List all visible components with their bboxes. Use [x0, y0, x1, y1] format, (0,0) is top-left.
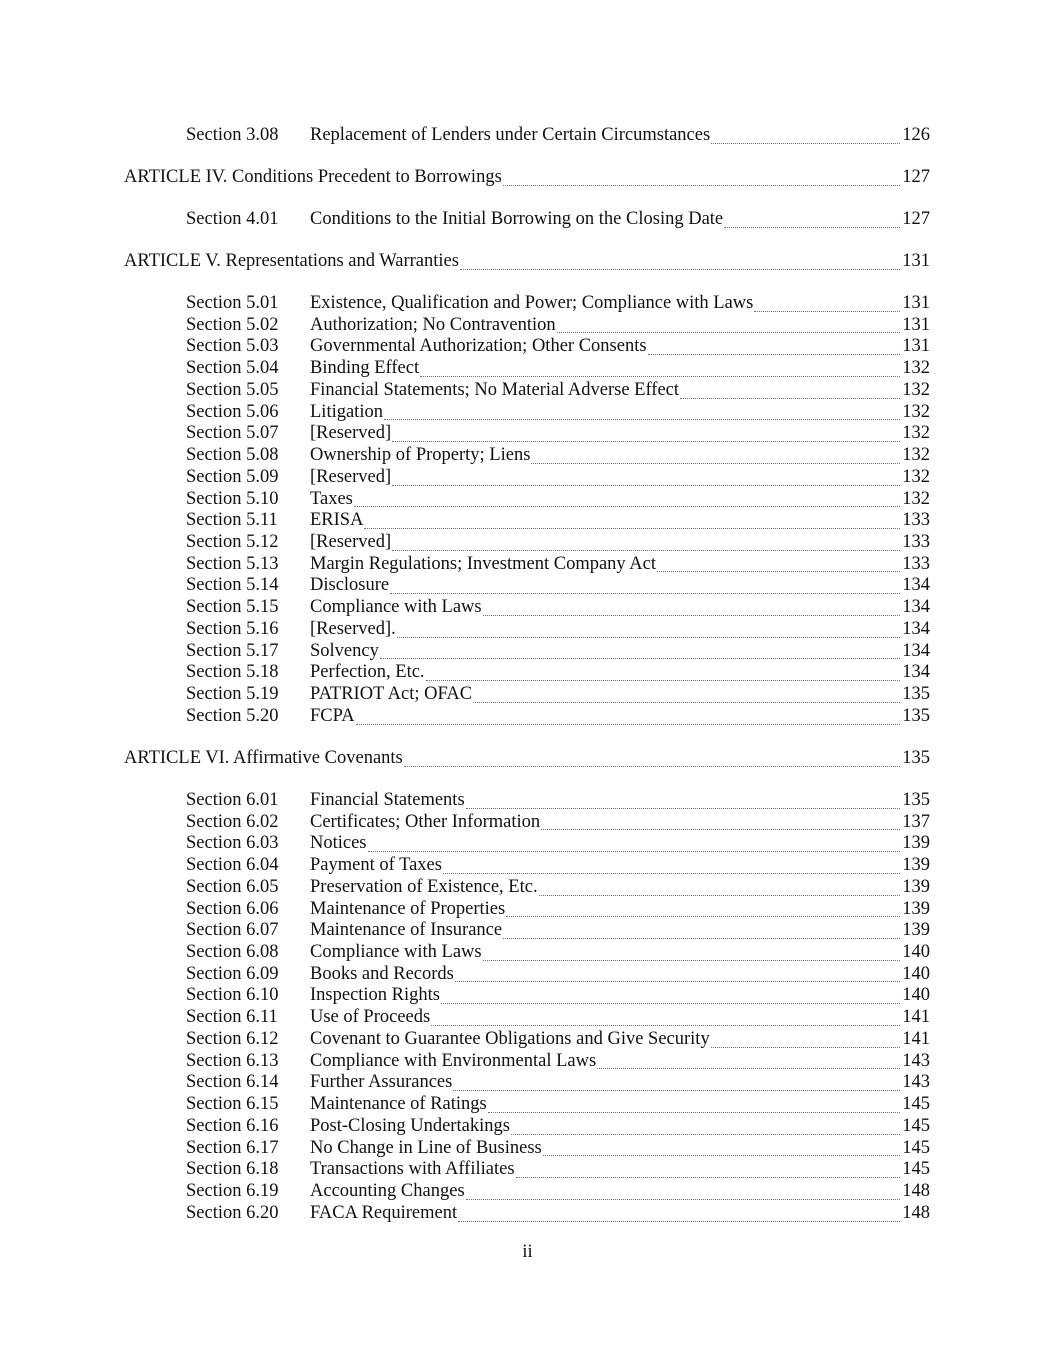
section-title: Perfection, Etc. [310, 662, 425, 683]
section-title: Existence, Qualification and Power; Compliance with Laws [310, 292, 754, 313]
section-title: Disclosure [310, 575, 390, 596]
section-title: No Change in Line of Business [310, 1137, 542, 1158]
dot-leader [354, 506, 900, 507]
dot-leader [404, 766, 901, 767]
toc-entry-section-6-07[interactable] [0, 920, 1055, 942]
section-number: Section 6.14 [186, 1072, 279, 1093]
dot-leader [754, 311, 900, 312]
section-title: Use of Proceeds [310, 1007, 431, 1028]
dot-leader [392, 485, 900, 486]
toc-entry-section-5-20[interactable] [0, 706, 1055, 728]
dot-leader [680, 398, 900, 399]
toc-entry-section-6-01[interactable] [0, 790, 1055, 812]
section-title: Transactions with Affiliates [310, 1159, 515, 1180]
section-number: Section 5.18 [186, 662, 279, 683]
dot-leader [458, 1221, 900, 1222]
page-number: 141 [902, 1028, 930, 1049]
page-number: 134 [902, 662, 930, 683]
page-number: 127 [902, 166, 930, 187]
page-number: 139 [902, 876, 930, 897]
section-title: Accounting Changes [310, 1181, 465, 1202]
dot-leader [506, 916, 900, 917]
section-number: Section 6.04 [186, 855, 279, 876]
section-number: Section 6.08 [186, 942, 279, 962]
section-title: Conditions to the Initial Borrowing on the Closing Date [310, 208, 724, 229]
section-number: Section 3.08 [186, 125, 279, 145]
toc-entry-section-6-10[interactable] [0, 985, 1055, 1007]
page-number: 135 [902, 789, 930, 810]
section-number: Section 5.13 [186, 553, 279, 574]
toc-entry-section-5-01[interactable] [0, 293, 1055, 315]
page-number: 135 [902, 684, 930, 705]
section-title: [Reserved] [310, 466, 392, 487]
section-title: Governmental Authorization; Other Consents [310, 336, 647, 357]
section-number: Section 5.10 [186, 488, 279, 509]
section-number: Section 5.16 [186, 618, 279, 639]
section-number: Section 5.09 [186, 466, 279, 487]
section-title: Further Assurances [310, 1072, 453, 1093]
page-number: 148 [902, 1181, 930, 1202]
page-number: 148 [902, 1202, 930, 1223]
section-title: Litigation [310, 401, 383, 422]
section-number: Section 5.07 [186, 423, 279, 444]
section-number: Section 6.13 [186, 1050, 279, 1071]
dot-leader [460, 269, 900, 270]
toc-entry-section-5-03[interactable] [0, 336, 1055, 358]
section-number: Section 6.20 [186, 1202, 279, 1223]
toc-entry-section-6-11[interactable] [0, 1007, 1055, 1029]
section-title: FACA Requirement [310, 1202, 458, 1223]
section-number: Section 6.18 [186, 1159, 279, 1180]
toc-entry-section-3-08[interactable] [0, 125, 1055, 147]
section-number: Section 6.12 [186, 1028, 279, 1049]
page-number: 131 [902, 314, 930, 335]
section-number: Section 6.09 [186, 963, 279, 984]
dot-leader [453, 1090, 900, 1091]
article-heading: ARTICLE VI. Affirmative Covenants [124, 747, 403, 768]
dot-leader [597, 1068, 900, 1069]
section-title: Compliance with Environmental Laws [310, 1050, 597, 1071]
toc-entry-section-5-15[interactable] [0, 597, 1055, 619]
page-number: 126 [902, 125, 930, 145]
dot-leader [466, 1199, 901, 1200]
dot-leader [426, 680, 901, 681]
section-title: Authorization; No Contravention [310, 314, 556, 335]
section-title: Binding Effect [310, 358, 420, 379]
section-number: Section 5.04 [186, 358, 279, 379]
section-number: Section 5.08 [186, 445, 279, 466]
section-number: Section 5.19 [186, 684, 279, 705]
dot-leader [648, 354, 901, 355]
section-title: Maintenance of Insurance [310, 920, 503, 941]
toc-article-v[interactable] [0, 251, 1055, 273]
toc-entry-section-6-18[interactable] [0, 1159, 1055, 1181]
section-number: Section 6.05 [186, 876, 279, 897]
dot-leader [443, 873, 900, 874]
dot-leader [397, 637, 900, 638]
section-number: Section 6.02 [186, 811, 279, 832]
dot-leader [503, 938, 900, 939]
page-number: 145 [902, 1094, 930, 1115]
page-number: 132 [902, 401, 930, 422]
section-number: Section 5.01 [186, 292, 279, 313]
toc-entry-section-5-05[interactable] [0, 380, 1055, 402]
section-number: Section 6.17 [186, 1137, 279, 1158]
toc-entry-section-5-12[interactable] [0, 532, 1055, 554]
toc-entry-section-6-17[interactable] [0, 1138, 1055, 1160]
toc-entry-section-6-12[interactable] [0, 1029, 1055, 1051]
dot-leader [431, 1025, 900, 1026]
dot-leader [503, 185, 900, 186]
page-number: 134 [902, 597, 930, 618]
dot-leader [488, 1112, 901, 1113]
section-number: Section 5.14 [186, 575, 279, 596]
table-of-contents [0, 125, 1055, 1225]
section-number: Section 5.12 [186, 532, 279, 553]
toc-entry-section-6-19[interactable] [0, 1181, 1055, 1203]
section-number: Section 5.03 [186, 336, 279, 357]
dot-leader [711, 1047, 901, 1048]
section-number: Section 5.20 [186, 705, 279, 726]
article-heading: ARTICLE IV. Conditions Precedent to Borrowings [124, 166, 502, 187]
page-number: 139 [902, 833, 930, 854]
toc-entry-section-6-09[interactable] [0, 964, 1055, 986]
page-number: 141 [902, 1007, 930, 1028]
page-number: 132 [902, 466, 930, 487]
page-number: 134 [902, 618, 930, 639]
dot-leader [539, 895, 901, 896]
page-number: 145 [902, 1159, 930, 1180]
dot-leader [483, 615, 901, 616]
toc-entry-section-5-09[interactable] [0, 467, 1055, 489]
toc-article-iv[interactable] [0, 167, 1055, 189]
section-number: Section 6.19 [186, 1181, 279, 1202]
section-number: Section 5.05 [186, 379, 279, 400]
dot-leader [543, 1155, 901, 1156]
toc-entry-section-6-06[interactable] [0, 899, 1055, 921]
toc-entry-section-6-03[interactable] [0, 833, 1055, 855]
toc-entry-section-5-17[interactable] [0, 641, 1055, 663]
toc-entry-section-6-08[interactable] [0, 942, 1055, 964]
section-title: Compliance with Laws [310, 942, 482, 962]
toc-entry-section-6-16[interactable] [0, 1116, 1055, 1138]
toc-entry-section-5-08[interactable] [0, 445, 1055, 467]
section-number: Section 6.03 [186, 833, 279, 854]
section-title: Preservation of Existence, Etc. [310, 876, 538, 897]
dot-leader [390, 593, 900, 594]
toc-entry-section-6-14[interactable] [0, 1072, 1055, 1094]
page-number: 134 [902, 575, 930, 596]
toc-entry-section-6-04[interactable] [0, 855, 1055, 877]
section-title: Payment of Taxes [310, 855, 442, 876]
section-number: Section 5.02 [186, 314, 279, 335]
dot-leader [356, 724, 901, 725]
toc-entry-section-4-01[interactable] [0, 209, 1055, 231]
section-number: Section 6.01 [186, 789, 279, 810]
section-number: Section 6.06 [186, 898, 279, 919]
page-number: 133 [902, 510, 930, 531]
toc-entry-section-5-06[interactable] [0, 402, 1055, 424]
page-number: 135 [902, 747, 930, 768]
page-number: 143 [902, 1050, 930, 1071]
page-footer-number: ii [522, 1242, 533, 1262]
page-number: 131 [902, 292, 930, 313]
page-number: 140 [902, 963, 930, 984]
page-number: 127 [902, 208, 930, 229]
toc-entry-section-5-07[interactable] [0, 423, 1055, 445]
section-title: Maintenance of Ratings [310, 1094, 487, 1115]
dot-leader [531, 463, 900, 464]
dot-leader [511, 1134, 900, 1135]
dot-leader [724, 227, 900, 228]
section-title: Solvency [310, 640, 379, 661]
article-heading: ARTICLE V. Representations and Warranties [124, 250, 459, 271]
section-title: Notices [310, 833, 367, 854]
toc-entry-section-6-02[interactable] [0, 812, 1055, 834]
toc-entry-section-5-16[interactable] [0, 619, 1055, 641]
section-title: ERISA [310, 510, 364, 531]
section-number: Section 5.17 [186, 640, 279, 661]
dot-leader [711, 143, 900, 144]
dot-leader [657, 571, 900, 572]
page-number: 131 [902, 336, 930, 357]
section-title: [Reserved]. [310, 618, 396, 639]
dot-leader [380, 658, 900, 659]
section-title: [Reserved] [310, 423, 392, 444]
dot-leader [384, 419, 900, 420]
toc-entry-section-6-20[interactable] [0, 1203, 1055, 1225]
section-number: Section 5.11 [186, 510, 278, 531]
section-title: Ownership of Property; Liens [310, 445, 531, 466]
section-title: Inspection Rights [310, 985, 441, 1006]
page-number: 132 [902, 488, 930, 509]
toc-entry-section-5-04[interactable] [0, 358, 1055, 380]
toc-entry-section-5-13[interactable] [0, 554, 1055, 576]
page-number: 139 [902, 855, 930, 876]
toc-entry-section-5-14[interactable] [0, 575, 1055, 597]
page-number: 133 [902, 532, 930, 553]
page-number: 134 [902, 640, 930, 661]
page-number: 145 [902, 1115, 930, 1136]
toc-entry-section-5-11[interactable] [0, 510, 1055, 532]
section-number: Section 4.01 [186, 208, 279, 229]
dot-leader [466, 808, 901, 809]
section-title: FCPA [310, 705, 355, 726]
toc-entry-section-5-10[interactable] [0, 489, 1055, 511]
section-title: Certificates; Other Information [310, 811, 541, 832]
section-title: Financial Statements; No Material Adverse Effect [310, 379, 680, 400]
page-number: 140 [902, 942, 930, 962]
section-number: Section 5.06 [186, 401, 279, 422]
dot-leader [392, 550, 900, 551]
dot-leader [364, 528, 900, 529]
page-number: 137 [902, 811, 930, 832]
section-title: Margin Regulations; Investment Company Act [310, 553, 656, 574]
toc-entry-section-6-15[interactable] [0, 1094, 1055, 1116]
page-number: 143 [902, 1072, 930, 1093]
toc-entry-section-5-19[interactable] [0, 684, 1055, 706]
dot-leader [557, 332, 901, 333]
section-title: Post-Closing Undertakings [310, 1115, 510, 1136]
dot-leader [516, 1177, 901, 1178]
section-title: Covenant to Guarantee Obligations and Give Security [310, 1028, 710, 1049]
section-title: PATRIOT Act; OFAC [310, 684, 473, 705]
section-title: Replacement of Lenders under Certain Circumstances [310, 125, 711, 145]
dot-leader [483, 960, 901, 961]
toc-article-vi[interactable] [0, 748, 1055, 770]
dot-leader [473, 702, 900, 703]
page-number: 145 [902, 1137, 930, 1158]
section-number: Section 5.15 [186, 597, 279, 618]
dot-leader [392, 441, 900, 442]
section-title: Financial Statements [310, 789, 465, 810]
toc-entry-section-5-18[interactable] [0, 662, 1055, 684]
dot-leader [420, 376, 900, 377]
section-number: Section 6.10 [186, 985, 279, 1006]
section-title: [Reserved] [310, 532, 392, 553]
section-number: Section 6.15 [186, 1094, 279, 1115]
dot-leader [368, 851, 901, 852]
page-number: 140 [902, 985, 930, 1006]
page-number: 139 [902, 898, 930, 919]
section-title: Maintenance of Properties [310, 898, 506, 919]
dot-leader [441, 1003, 900, 1004]
page-number: 133 [902, 553, 930, 574]
page-number: 132 [902, 379, 930, 400]
toc-entry-section-6-05[interactable] [0, 877, 1055, 899]
section-title: Books and Records [310, 963, 454, 984]
page-number: 132 [902, 358, 930, 379]
section-number: Section 6.16 [186, 1115, 279, 1136]
section-title: Taxes [310, 488, 353, 509]
section-number: Section 6.07 [186, 920, 279, 941]
toc-entry-section-5-02[interactable] [0, 315, 1055, 337]
page-number: 132 [902, 423, 930, 444]
page-number: 132 [902, 445, 930, 466]
page-number: 131 [902, 250, 930, 271]
section-title: Compliance with Laws [310, 597, 482, 618]
dot-leader [455, 981, 900, 982]
page-number: 139 [902, 920, 930, 941]
page-number: 135 [902, 705, 930, 726]
section-number: Section 6.11 [186, 1007, 278, 1028]
toc-entry-section-6-13[interactable] [0, 1051, 1055, 1073]
dot-leader [541, 829, 900, 830]
